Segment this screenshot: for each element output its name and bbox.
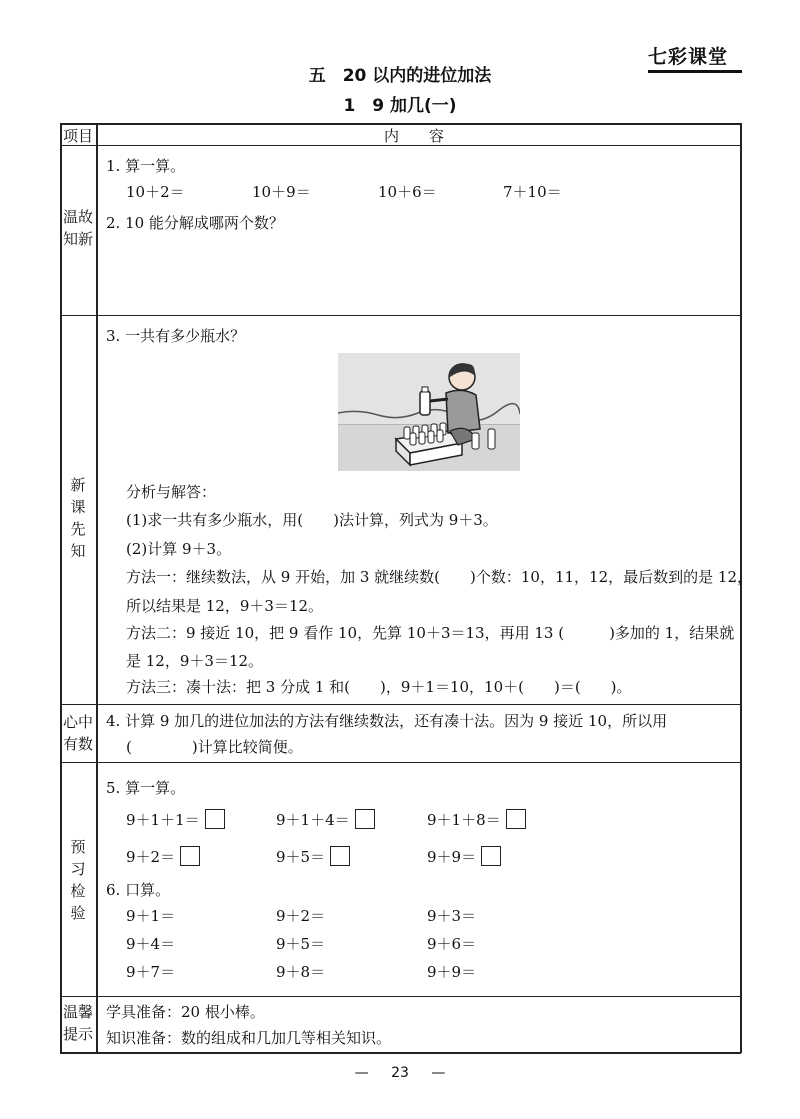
analysis-line: (2)计算 9＋3。 bbox=[126, 540, 232, 558]
analysis-line: 方法三：凑十法：把 3 分成 1 和( )，9＋1＝10，10＋( )＝( )。 bbox=[126, 678, 632, 696]
section-label-tips bbox=[61, 1001, 95, 1045]
label-line: 课 bbox=[70, 498, 86, 516]
q5-item bbox=[276, 810, 350, 830]
question-6-title: 6. 口算。 bbox=[106, 881, 171, 899]
unit-title: 五 20 以内的进位加法 bbox=[308, 66, 492, 86]
section-label-review bbox=[61, 206, 95, 250]
lesson-title: 1 9 加几(一) bbox=[343, 96, 457, 116]
q6-item: 9＋7＝ bbox=[126, 963, 176, 981]
tips-line: 知识准备：数的组成和几加几等相关知识。 bbox=[106, 1029, 392, 1047]
page-number bbox=[0, 1065, 800, 1081]
q1-item: 10＋2＝ bbox=[126, 183, 185, 201]
label-line: 新 bbox=[70, 476, 86, 494]
table-border-right bbox=[740, 123, 742, 1053]
column-header-content: 内 容 bbox=[384, 127, 445, 145]
q6-item: 9＋3＝ bbox=[427, 907, 477, 925]
column-header-item: 项目 bbox=[63, 127, 94, 145]
question-1-title: 1. 算一算。 bbox=[106, 157, 186, 175]
q1-item: 7＋10＝ bbox=[503, 183, 562, 201]
analysis-line: 所以结果是 12，9＋3＝12。 bbox=[126, 597, 324, 615]
row-divider bbox=[60, 996, 741, 997]
answer-box[interactable] bbox=[481, 846, 501, 866]
q6-item: 9＋4＝ bbox=[126, 935, 176, 953]
expression: 9＋1＋1＝ bbox=[126, 811, 200, 829]
analysis-line: 方法一：继续数法，从 9 开始，加 3 就继续数( )个数：10，11，12，最后数到的是 12， bbox=[126, 568, 752, 586]
answer-box[interactable] bbox=[330, 846, 350, 866]
row-divider bbox=[60, 762, 741, 763]
table-border-bottom bbox=[60, 1052, 741, 1054]
q6-item: 9＋5＝ bbox=[276, 935, 326, 953]
label-line: 知新 bbox=[62, 230, 93, 248]
page-number-value: 23 bbox=[391, 1065, 409, 1081]
label-line: 习 bbox=[70, 860, 86, 878]
label-line: 先 bbox=[70, 520, 86, 538]
analysis-title: 分析与解答： bbox=[126, 483, 217, 501]
section-label-summary bbox=[61, 711, 95, 755]
q5-item bbox=[126, 810, 200, 830]
expression: 9＋2＝ bbox=[126, 848, 176, 866]
label-line: 温故 bbox=[62, 208, 93, 226]
label-line: 有数 bbox=[62, 735, 93, 753]
q6-item: 9＋9＝ bbox=[427, 963, 477, 981]
q5-item bbox=[427, 810, 501, 830]
label-line: 心中 bbox=[62, 713, 93, 731]
expression: 9＋9＝ bbox=[427, 848, 477, 866]
tips-line: 学具准备：20 根小棒。 bbox=[106, 1003, 265, 1021]
analysis-line: 方法二：9 接近 10，把 9 看作 10，先算 10＋3＝13，再用 13 ( )多加的 1，结果就 bbox=[126, 624, 735, 642]
label-line: 知 bbox=[70, 542, 86, 560]
row-divider bbox=[60, 704, 741, 705]
label-line: 预 bbox=[70, 838, 86, 856]
question-3: 3. 一共有多少瓶水？ bbox=[106, 327, 246, 345]
dash-right: — bbox=[431, 1065, 446, 1081]
q6-item: 9＋2＝ bbox=[276, 907, 326, 925]
boy-with-bottles-illustration bbox=[338, 353, 520, 471]
expression: 9＋1＋4＝ bbox=[276, 811, 350, 829]
summary-line: 4. 计算 9 加几的进位加法的方法有继续数法，还有凑十法。因为 9 接近 10，所以用 bbox=[106, 712, 668, 730]
q1-item: 10＋6＝ bbox=[378, 183, 437, 201]
brand-logo: 七彩课堂 bbox=[648, 46, 729, 68]
q5-item bbox=[276, 847, 325, 867]
answer-box[interactable] bbox=[355, 809, 375, 829]
dash-left: — bbox=[354, 1065, 369, 1081]
section-label-new-lesson bbox=[61, 474, 95, 562]
row-divider bbox=[60, 315, 741, 316]
section-label-practice bbox=[61, 836, 95, 924]
q6-item: 9＋6＝ bbox=[427, 935, 477, 953]
table-column-divider bbox=[96, 123, 98, 1053]
answer-box[interactable] bbox=[180, 846, 200, 866]
label-line: 验 bbox=[70, 904, 86, 922]
analysis-line: 是 12，9＋3＝12。 bbox=[126, 652, 264, 670]
summary-line: ( )计算比较简便。 bbox=[126, 738, 303, 756]
q1-item: 10＋9＝ bbox=[252, 183, 311, 201]
question-5-title: 5. 算一算。 bbox=[106, 779, 186, 797]
label-line: 检 bbox=[70, 882, 86, 900]
answer-box[interactable] bbox=[205, 809, 225, 829]
q5-item bbox=[126, 847, 175, 867]
q6-item: 9＋1＝ bbox=[126, 907, 176, 925]
q6-item: 9＋8＝ bbox=[276, 963, 326, 981]
expression: 9＋5＝ bbox=[276, 848, 326, 866]
q5-item bbox=[427, 847, 476, 867]
question-2: 2. 10 能分解成哪两个数？ bbox=[106, 214, 284, 232]
label-line: 提示 bbox=[62, 1025, 93, 1043]
answer-box[interactable] bbox=[506, 809, 526, 829]
expression: 9＋1＋8＝ bbox=[427, 811, 501, 829]
analysis-line: (1)求一共有多少瓶水，用( )法计算，列式为 9＋3。 bbox=[126, 511, 498, 529]
label-line: 温馨 bbox=[62, 1003, 93, 1021]
